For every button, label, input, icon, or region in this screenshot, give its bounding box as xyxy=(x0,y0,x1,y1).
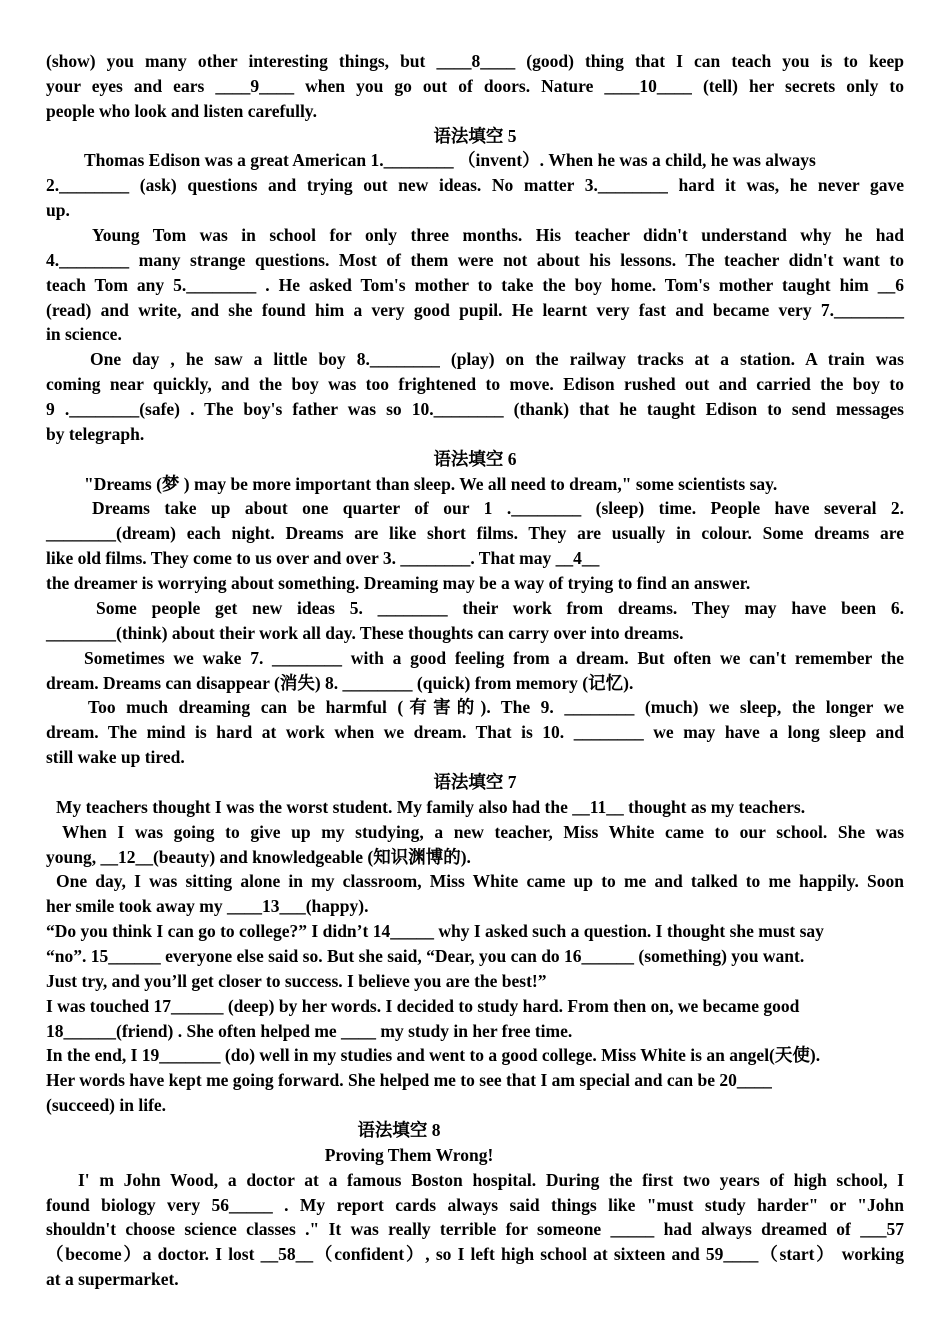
text-line: (succeed) in life. xyxy=(46,1095,167,1116)
text-line: 18______(friend) . She often helped me ____ my study in her free time. xyxy=(46,1020,573,1041)
text-line: 2.________ (ask) questions and trying out new ideas. No matter 3.________ hard it was, he never gave xyxy=(46,175,904,196)
text-line: dream. Dreams can disappear (消失) 8. ________ (quick) from memory (记忆). xyxy=(46,672,634,693)
section-heading: 语法填空 7 xyxy=(433,771,517,792)
text-line: young, __12__(beauty) and knowledgeable (知识渊博的). xyxy=(46,846,471,867)
text-line: people who look and listen carefully. xyxy=(46,100,317,121)
text-line: Her words have kept me going forward. She helped me to see that I am special and can be 20____ xyxy=(46,1070,772,1091)
text-line: still wake up tired. xyxy=(46,747,185,768)
text-line: at a supermarket. xyxy=(46,1269,179,1290)
text-line: like old films. They come to us over and over 3. ________. That may __4__ xyxy=(46,548,600,569)
text-line: Dreams take up about one quarter of our 1 .________ (sleep) time. People have several 2. xyxy=(92,498,904,519)
text-line: (read) and write, and she found him a very good pupil. He learnt very fast and became very 7.________ xyxy=(46,299,904,320)
text-line: In the end, I 19_______ (do) well in my studies and went to a good college. Miss White is an angel(天使). xyxy=(46,1045,821,1066)
text-line: 9 .________(safe) . The boy's father was so 10.________ (thank) that he taught Edison to send messages xyxy=(46,399,904,420)
text-line: “Do you think I can go to college?” I didn’t 14_____ why I asked such a question. I thought she must say xyxy=(46,921,824,942)
text-line: Young Tom was in school for only three months. His teacher didn't understand why he had xyxy=(92,225,904,246)
section-heading: 语法填空 5 xyxy=(433,125,517,146)
text-line: ________(think) about their work all day. These thoughts can carry over into dreams. xyxy=(46,622,684,643)
text-line: in science. xyxy=(46,324,122,345)
text-line: her smile took away my ____13___(happy). xyxy=(46,896,369,917)
text-line: One day , he saw a little boy 8.________ (play) on the railway tracks at a station. A train was xyxy=(90,349,904,370)
text-line: Too much dreaming can be harmful (有害的). The 9. ________ (much) we sleep, the longer we xyxy=(88,697,904,718)
text-line: （become）a doctor. I lost __58__（confident）, so I left high school at sixteen and 59____（start） working xyxy=(46,1244,904,1265)
text-line: I was touched 17______ (deep) by her words. I decided to study hard. From then on, we became good xyxy=(46,995,800,1016)
text-line: teach Tom any 5.________ . He asked Tom's mother to take the boy home. Tom's mother taught him __6 xyxy=(46,274,904,295)
text-line: “no”. 15______ everyone else said so. But she said, “Dear, you can do 16______ (something) you want. xyxy=(46,945,805,966)
text-line: My teachers thought I was the worst student. My family also had the __11__ thought as my teachers. xyxy=(56,796,806,817)
text-line: by telegraph. xyxy=(46,423,145,444)
text-line: When I was going to give up my studying, a new teacher, Miss White came to our school. She was xyxy=(62,821,904,842)
text-line: 4.________ many strange questions. Most of them were not about his lessons. The teacher didn't want to xyxy=(46,249,904,270)
text-line: (show) you many other interesting things, but ____8____ (good) thing that I can teach you is to keep xyxy=(46,51,904,71)
text-line: your eyes and ears ____9____ when you go out of doors. Nature ____10____ (tell) her secrets only to xyxy=(46,75,904,96)
text-line: "Dreams (梦 ) may be more important than sleep. We all need to dream," some scientists say. xyxy=(84,473,778,494)
text-line: One day, I was sitting alone in my classroom, Miss White came up to me and talked to me happily. Soon xyxy=(56,871,904,892)
section-heading: 语法填空 6 xyxy=(433,448,517,469)
text-line: shouldn't choose science classes ." It was really terrible for someone _____ had always dreamed of ___57 xyxy=(46,1219,904,1240)
text-line: Just try, and you’ll get closer to success. I believe you are the best!” xyxy=(46,970,547,991)
text-line: coming near quickly, and the boy was too frightened to move. Edison rushed out and carried the boy to xyxy=(46,374,904,395)
text-line: Thomas Edison was a great American 1.________ （invent）. When he was a child, he was always xyxy=(84,150,816,171)
text-line: up. xyxy=(46,200,70,221)
text-line: the dreamer is worrying about something. Dreaming may be a way of trying to find an answer. xyxy=(46,573,751,594)
section-heading: 语法填空 8 xyxy=(357,1119,441,1140)
text-line: Some people get new ideas 5. ________ their work from dreams. They may have been 6. xyxy=(96,597,904,618)
section-heading: Proving Them Wrong! xyxy=(324,1144,494,1165)
text-line: ________(dream) each night. Dreams are like short films. They are usually in colour. Some dreams are xyxy=(46,523,904,544)
text-line: dream. The mind is hard at work when we dream. That is 10. ________ we may have a long sleep and xyxy=(46,722,904,743)
text-line: found biology very 56_____ . My report cards always said things like "must study harder" or "John xyxy=(46,1194,904,1215)
text-line: I' m John Wood, a doctor at a famous Boston hospital. During the first two years of high school, I xyxy=(78,1169,904,1190)
text-line: Sometimes we wake 7. ________ with a good feeling from a dream. But often we can't remember the xyxy=(84,647,904,668)
